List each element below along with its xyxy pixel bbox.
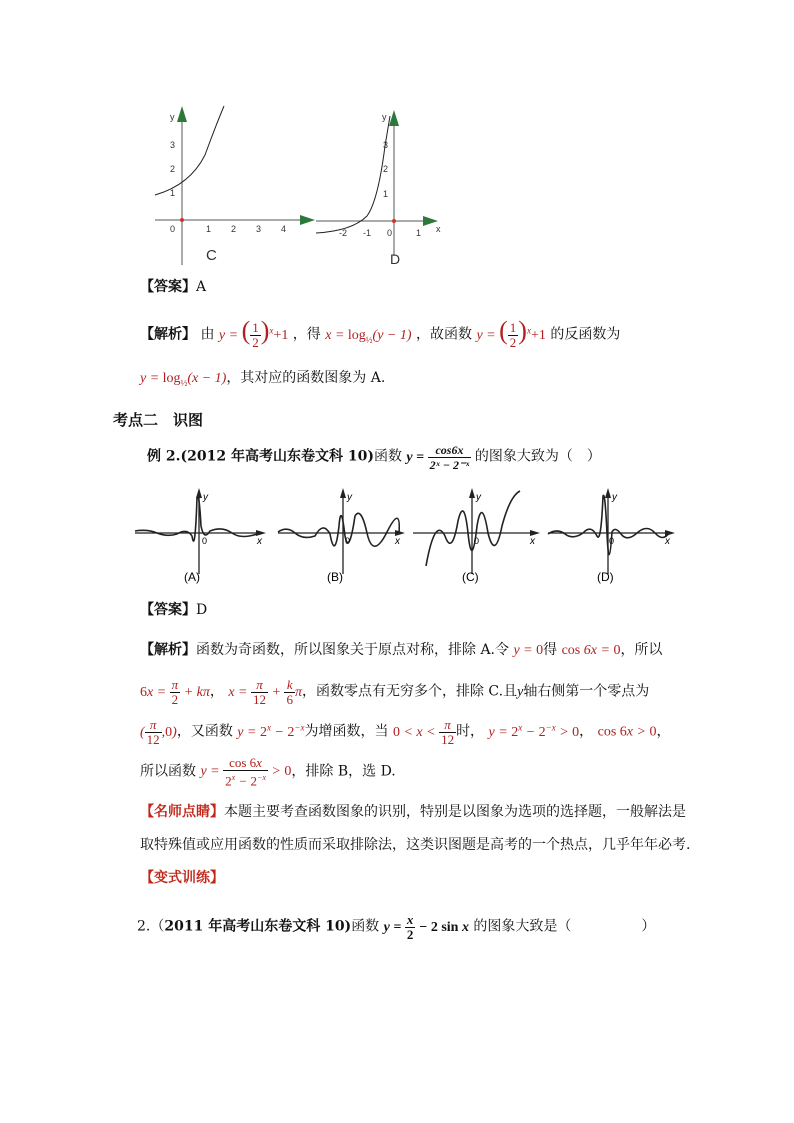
answer-2: 【答案】D xyxy=(140,602,208,618)
option-graph-d xyxy=(545,486,675,586)
formula-y-half-power-2: y = ( $\frac{1}{2}$ )$^x$+1 xyxy=(476,315,546,350)
option-graph-a xyxy=(132,486,267,586)
svg-text:1: 1 xyxy=(383,189,389,199)
svg-text:1: 1 xyxy=(416,228,422,238)
svg-text:4: 4 xyxy=(281,224,287,234)
svg-text:0: 0 xyxy=(345,536,351,546)
svg-text:-2: -2 xyxy=(339,228,348,238)
formula-y-half-power: y = ( $\frac{1}{2}$ )$^x$+1 xyxy=(218,315,289,350)
svg-text:1: 1 xyxy=(170,188,176,198)
analysis-2-line-2: 6x = $\frac{\pi}{2}$ + kπ， x = $\frac{\pi}{12}$ + $\frac{k}{6}$ π，函数零点有无穷多个，排除 C.且y轴右侧第一个零点为 xyxy=(140,677,650,707)
svg-text:x: x xyxy=(395,536,400,547)
option-d-label: (D) xyxy=(597,570,614,584)
question-2-function: y = $\frac{x}{2}$ − 2 sin x xyxy=(383,912,469,942)
svg-text:0: 0 xyxy=(474,536,480,546)
svg-text:3: 3 xyxy=(170,140,176,150)
svg-text:y: y xyxy=(347,492,352,503)
svg-text:x: x xyxy=(530,536,535,547)
svg-text:0: 0 xyxy=(609,536,615,546)
svg-text:y: y xyxy=(612,492,617,503)
svg-text:2: 2 xyxy=(383,164,389,174)
svg-text:0: 0 xyxy=(387,228,393,238)
svg-text:x: x xyxy=(436,224,441,234)
analysis-1-line-1: 【解析】 由 y = ( $\frac{1}{2}$ )$^x$+1 ，得 $x = \log_{\frac{1}{2}}(y - 1)$ ，故函数 y = ( $\frac{1}{2}$ )$^x$+1 的反函数为 xyxy=(140,315,621,350)
variant-training: 【变式训练】 xyxy=(140,870,224,886)
svg-text:x: x xyxy=(665,536,670,547)
svg-text:x: x xyxy=(257,536,262,547)
option-a-label: (A) xyxy=(184,570,200,584)
section-title: 考点二 识图 xyxy=(113,411,204,429)
svg-text:-1: -1 xyxy=(363,228,372,238)
svg-text:2: 2 xyxy=(170,164,176,174)
graph-d-label: D xyxy=(390,251,401,267)
formula-inverse: $y = \log_{\frac{1}{2}}(x - 1)$ xyxy=(140,371,227,388)
graph-c-label: C xyxy=(206,247,217,264)
option-b-label: (B) xyxy=(327,570,343,584)
example-2: 例 2.(2012 年高考山东卷文科 10)函数 y = $\frac{\cos 6x}{\text{2ˣ − 2⁻ˣ}}$ 的图象大致为（ ） xyxy=(147,443,601,472)
svg-text:3: 3 xyxy=(383,140,389,150)
svg-text:0: 0 xyxy=(202,536,208,546)
svg-text:2: 2 xyxy=(231,224,237,234)
c-y-axis: y xyxy=(170,112,175,122)
graph-d xyxy=(312,106,452,270)
svg-text:y: y xyxy=(203,492,208,503)
teacher-note-line-1: 【名师点睛】本题主要考查函数图象的识别，特别是以图象为选项的选择题，一般解法是 xyxy=(140,804,686,820)
svg-text:1: 1 xyxy=(206,224,212,234)
svg-text:0: 0 xyxy=(170,224,176,234)
graph-c xyxy=(150,100,320,270)
svg-text:3: 3 xyxy=(256,224,262,234)
analysis-2-line-4: 所以函数 y = $\frac{\cos 6x}{2^x - 2^{-x}}$ > 0，排除 B，选 D. xyxy=(140,755,396,789)
question-2: 2.（2011 年高考山东卷文科 10)函数 y = $\frac{x}{2}$ − 2 sin x 的图象大致是（ ） xyxy=(137,912,656,942)
option-graph-c xyxy=(410,486,540,586)
svg-text:y: y xyxy=(476,492,481,503)
formula-x-log: $x = \log_{\frac{1}{2}}(y - 1)$ xyxy=(325,327,412,345)
option-c-label: (C) xyxy=(462,570,479,584)
option-graph-b xyxy=(275,486,405,586)
example-2-function: y = $\frac{\cos 6x}{\text{2ˣ − 2⁻ˣ}}$ xyxy=(406,443,470,472)
svg-text:y: y xyxy=(382,112,387,122)
answer-1: 【答案】A xyxy=(140,279,207,295)
teacher-note-line-2: 取特殊值或应用函数的性质而采取排除法，这类识图题是高考的一个热点，几乎年年必考. xyxy=(140,837,691,853)
analysis-1-line-2: $y = \log_{\frac{1}{2}}(x - 1)$，其对应的函数图象为 A. xyxy=(140,370,386,388)
analysis-2-line-3: ( $\frac{\pi}{12}$ ,0)，又函数 $y = 2^x - 2^{-x}$为增函数，当 0 < x < $\frac{\pi}{12}$ 时， $y = 2^x - 2^{-x} > 0$， cos 6x > 0， xyxy=(140,716,671,747)
analysis-2-line-1: 【解析】函数为奇函数，所以图象关于原点对称，排除 A.令 y = 0得 cos 6x = 0，所以 xyxy=(140,642,663,658)
